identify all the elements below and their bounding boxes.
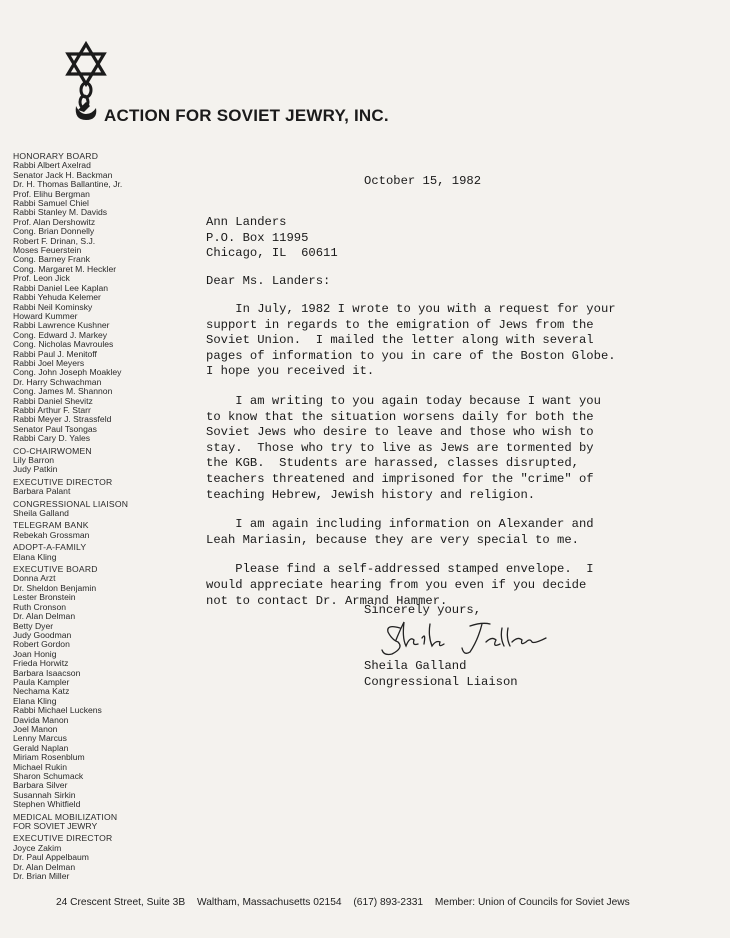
sidebar-section xyxy=(13,543,173,562)
sidebar-name: Lester Bronstein xyxy=(13,593,76,603)
sidebar-name: Lily Barron xyxy=(13,456,55,465)
sidebar-name: FOR SOVIET JEWRY xyxy=(13,822,98,832)
sidebar-name: Elana Kling xyxy=(13,696,57,706)
recipient-city: Chicago, IL 60611 xyxy=(206,246,338,260)
sidebar-section xyxy=(13,813,173,832)
sidebar-name: Rabbi Yehuda Kelemer xyxy=(13,293,101,303)
sidebar-name: Prof. Alan Dershowitz xyxy=(13,217,96,227)
sidebar-name: Prof. Elihu Bergman xyxy=(13,189,90,199)
signer-name: Sheila Galland xyxy=(364,659,467,673)
sidebar-name: Stephen Whitfield xyxy=(13,800,81,810)
sidebar-name: Rabbi Cary D. Yales xyxy=(13,434,91,444)
sidebar-section xyxy=(13,521,173,540)
sidebar-name: Robert Gordon xyxy=(13,640,70,650)
sidebar-name: Joan Honig xyxy=(13,649,57,659)
sidebar-name: Senator Jack H. Backman xyxy=(13,170,113,180)
sidebar-name: Joel Manon xyxy=(13,724,58,734)
recipient-street: P.O. Box 11995 xyxy=(206,230,309,245)
sidebar-name: Ruth Cronson xyxy=(13,602,67,612)
sidebar-name: Miriam Rosenblum xyxy=(13,753,85,763)
letter-line: not to contact Dr. Armand Hammer. xyxy=(206,593,448,608)
sidebar-name: Cong. Margaret M. Heckler xyxy=(13,264,117,274)
sidebar-name: Lenny Marcus xyxy=(13,734,67,744)
sidebar-section-heading: ADOPT-A-FAMILY xyxy=(13,543,87,553)
sidebar-section-heading: TELEGRAM BANK xyxy=(13,521,89,531)
sidebar-name: Sharon Schumack xyxy=(13,772,84,781)
sidebar-name: Joyce Zakim xyxy=(13,843,62,853)
sidebar-name: Michael Rukin xyxy=(13,762,67,772)
letter-line: Leah Mariasin, because they are very special to me. xyxy=(206,532,579,547)
organization-name: ACTION FOR SOVIET JEWRY, INC. xyxy=(104,106,389,125)
sidebar-name: Dr. Alan Delman xyxy=(13,612,76,622)
board-listing-sidebar xyxy=(13,152,173,884)
sidebar-name: Dr. Sheldon Benjamin xyxy=(13,583,97,593)
sidebar-name: Sheila Galland xyxy=(13,509,69,519)
letter-line: Soviet Union. I mailed the letter along with several xyxy=(206,333,594,348)
sidebar-name: Rebekah Grossman xyxy=(13,530,90,540)
letter-line: the KGB. Students are harassed, classes disrupted, xyxy=(206,456,579,471)
sidebar-name: Cong. James M. Shannon xyxy=(13,387,113,397)
sidebar-name: Cong. Edward J. Markey xyxy=(13,330,108,340)
sidebar-name: Cong. John Joseph Moakley xyxy=(13,368,122,378)
letter-line: teaching Hebrew, Jewish history and religion. xyxy=(206,487,536,502)
sidebar-name: Gerald Naplan xyxy=(13,743,69,753)
sidebar-name: Rabbi Daniel Lee Kaplan xyxy=(13,283,109,293)
recipient-address xyxy=(206,215,338,262)
sidebar-name: Rabbi Paul J. Menitoff xyxy=(13,349,97,359)
sidebar-name: Rabbi Arthur F. Starr xyxy=(13,405,91,415)
sidebar-name: Dr. Paul Appelbaum xyxy=(13,853,89,863)
sidebar-name: Judy Patkin xyxy=(13,465,58,475)
letter-line: I hope you received it. xyxy=(206,364,375,379)
sidebar-name: Nechama Katz xyxy=(13,687,70,697)
sidebar-name: Rabbi Lawrence Kushner xyxy=(13,321,110,331)
closing: Sincerely yours, xyxy=(364,603,482,617)
letter-line: to know that the situation worsens daily for both the xyxy=(206,409,594,424)
letter-date: October 15, 1982 xyxy=(364,174,482,188)
sidebar-name: Rabbi Albert Axelrad xyxy=(13,161,91,171)
sidebar-section-heading: EXECUTIVE BOARD xyxy=(13,565,98,575)
letter-line: I am writing to you again today because I want you xyxy=(206,393,601,408)
sidebar-section xyxy=(13,834,173,881)
sidebar-name: Dr. Brian Miller xyxy=(13,872,70,882)
footer-phone: (617) 893-2331 xyxy=(353,897,424,908)
sidebar-name: Cong. Nicholas Mavroules xyxy=(13,340,114,350)
sidebar-section-heading: EXECUTIVE DIRECTOR xyxy=(13,834,113,844)
sidebar-section-heading: CONGRESSIONAL LIAISON xyxy=(13,499,129,509)
letter-line: teachers threatened and imprisoned for the "crime" of xyxy=(206,471,594,486)
sidebar-name: Barbara Isaacson xyxy=(13,668,81,678)
sidebar-section xyxy=(13,447,173,475)
letter-line: stay. Those who try to live as Jews are tormented by xyxy=(206,440,594,455)
sidebar-name: Davida Manon xyxy=(13,715,69,725)
sidebar-name: Rabbi Neil Kominsky xyxy=(13,302,93,312)
sidebar-name: Cong. Brian Donnelly xyxy=(13,227,95,237)
sidebar-name: Paula Kampler xyxy=(13,677,70,687)
sidebar-name: Dr. H. Thomas Ballantine, Jr. xyxy=(13,180,123,190)
sidebar-name: Barbara Silver xyxy=(13,781,68,791)
letter-line: would appreciate hearing from you even if you decide xyxy=(206,577,587,592)
letter-paragraph xyxy=(206,394,618,503)
sidebar-name: Prof. Leon Jick xyxy=(13,274,70,284)
sidebar-name: Barbara Palant xyxy=(13,487,71,497)
sidebar-name: Robert F. Drinan, S.J. xyxy=(13,236,96,246)
sidebar-name: Judy Goodman xyxy=(13,630,72,640)
sidebar-section xyxy=(13,152,173,444)
letter-line: I am again including information on Alexander and xyxy=(206,517,594,532)
sidebar-name: Rabbi Samuel Chiel xyxy=(13,199,89,209)
sidebar-name: Cong. Barney Frank xyxy=(13,255,90,265)
sidebar-section xyxy=(13,565,173,810)
sidebar-name: Betty Dyer xyxy=(13,621,54,631)
letter-line: pages of information to you in care of the Boston Globe. xyxy=(206,348,616,363)
sidebar-name: Donna Arzt xyxy=(13,574,56,584)
letter-line: In July, 1982 I wrote to you with a request for your xyxy=(206,302,616,316)
sidebar-name: Rabbi Meyer J. Strassfeld xyxy=(13,415,112,425)
recipient-name: Ann Landers xyxy=(206,215,287,229)
signature-block xyxy=(364,659,518,690)
sidebar-name: Rabbi Daniel Shevitz xyxy=(13,396,93,406)
sidebar-name: Frieda Horwitz xyxy=(13,659,69,669)
signer-title: Congressional Liaison xyxy=(364,674,518,689)
sidebar-name: Rabbi Joel Meyers xyxy=(13,358,85,368)
sidebar-name: Rabbi Stanley M. Davids xyxy=(13,208,108,218)
sidebar-name: Dr. Harry Schwachman xyxy=(13,377,102,387)
footer-street: 24 Crescent Street, Suite 3B xyxy=(56,897,186,908)
salutation: Dear Ms. Landers: xyxy=(206,274,331,288)
sidebar-name: Rabbi Michael Luckens xyxy=(13,706,102,716)
sidebar-name: Susannah Sirkin xyxy=(13,790,76,800)
sidebar-section xyxy=(13,500,173,519)
sidebar-name: Dr. Alan Delman xyxy=(13,862,76,872)
sidebar-section-heading: HONORARY BOARD xyxy=(13,152,99,161)
letter-body xyxy=(206,302,618,623)
handwritten-signature xyxy=(378,618,548,660)
letter-paragraph xyxy=(206,517,618,548)
letter-line: Soviet Jews who desire to leave and those who wish to xyxy=(206,425,594,440)
sidebar-name: Senator Paul Tsongas xyxy=(13,424,97,434)
letter-line: Please find a self-addressed stamped envelope. I xyxy=(206,562,594,577)
sidebar-name: Howard Kummer xyxy=(13,311,78,321)
sidebar-section-heading: CO-CHAIRWOMEN xyxy=(13,446,92,456)
sidebar-section xyxy=(13,478,173,497)
sidebar-name: Moses Feuerstein xyxy=(13,246,82,256)
footer-membership: Member: Union of Councils for Soviet Jews xyxy=(434,897,630,908)
sidebar-section-heading: MEDICAL MOBILIZATION xyxy=(13,812,118,822)
sidebar-name: Elana Kling xyxy=(13,552,57,562)
sidebar-section-heading: EXECUTIVE DIRECTOR xyxy=(13,477,113,487)
letterhead-footer xyxy=(56,897,639,908)
letter-line: support in regards to the emigration of Jews from the xyxy=(206,317,594,332)
letter-paragraph xyxy=(206,302,618,380)
footer-city: Waltham, Massachusetts 02154 xyxy=(196,897,342,908)
